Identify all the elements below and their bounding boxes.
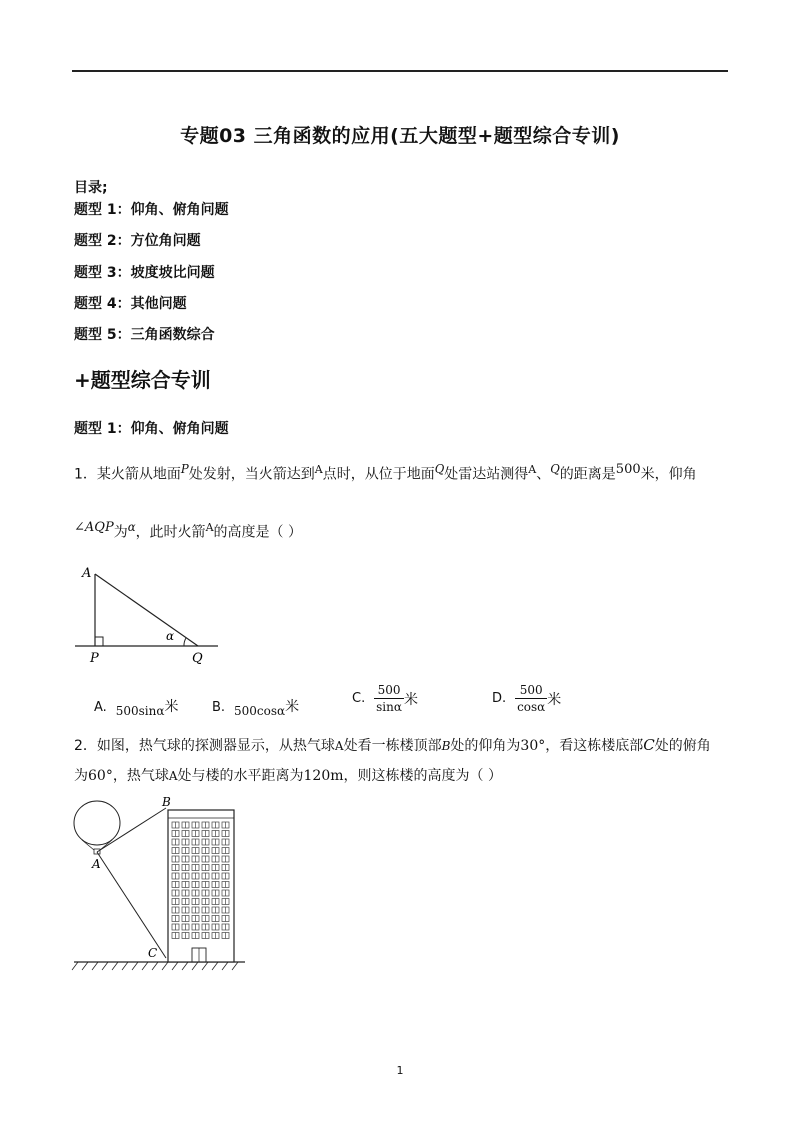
page-title: 专题03 三角函数的应用(五大题型+题型综合专训) (180, 125, 620, 147)
header-rule (72, 70, 728, 72)
comprehensive-heading: +题型综合专训 (74, 368, 211, 392)
building (168, 810, 234, 962)
fig2-label-B: B (162, 795, 171, 809)
fig1-label-Q: Q (192, 651, 203, 666)
q1-line2: $^{\angle AQP}$为$^\alpha$，此时火箭$^A$的高度是（ ） (74, 520, 302, 541)
balloon-envelope (74, 801, 120, 845)
page-number: 1 (396, 1064, 404, 1077)
q2-line2: 为60°，热气球A处与楼的水平距离为120m，则这栋楼的高度为（ ） (74, 768, 502, 784)
toc-item-4[interactable]: 题型 4：其他问题 (74, 296, 187, 312)
toc-item-5[interactable]: 题型 5：三角函数综合 (74, 327, 215, 343)
q1-option-c[interactable]: C. $\frac{500}{\sin\alpha}$ 米 (352, 683, 418, 714)
q1-triangle-figure (70, 560, 230, 670)
option-c-fraction: $\frac{500}{\sin\alpha}$ (376, 683, 402, 714)
fig1-label-A: A (82, 566, 92, 581)
q1-option-b[interactable]: B. 500cosα米 (212, 699, 300, 718)
fig2-label-C: C (148, 946, 158, 960)
q1-line1: 1．某火箭从地面$^P$处发射，当火箭达到$^A$点时，从位于地面$^Q$处雷达站测得$^A$、$^Q$的距离是$^{500}$米，仰角 (74, 462, 697, 483)
toc-item-3[interactable]: 题型 3：坡度坡比问题 (74, 265, 215, 281)
fig2-label-A: A (92, 857, 101, 871)
section-heading: 题型 1：仰角、俯角问题 (74, 421, 229, 437)
fig1-label-P: P (90, 651, 99, 666)
q2-balloon-building-figure (70, 790, 250, 980)
option-d-fraction: $\frac{500}{\cos\alpha}$ (517, 683, 546, 714)
toc-item-2[interactable]: 题型 2：方位角问题 (74, 233, 201, 249)
q1-option-a[interactable]: A. 500sinα米 (94, 699, 179, 718)
toc-label: 目录; (74, 180, 108, 196)
q2-line1: 2．如图，热气球的探测器显示，从热气球A处看一栋楼顶部B处的仰角为30°，看这栋楼底部C处的俯角 (74, 736, 711, 754)
fig1-label-alpha: α (166, 629, 175, 643)
ground-hatching (72, 962, 238, 970)
toc-item-1[interactable]: 题型 1：仰角、俯角问题 (74, 202, 229, 218)
q1-option-d[interactable]: D. $\frac{500}{\cos\alpha}$ 米 (492, 683, 562, 714)
